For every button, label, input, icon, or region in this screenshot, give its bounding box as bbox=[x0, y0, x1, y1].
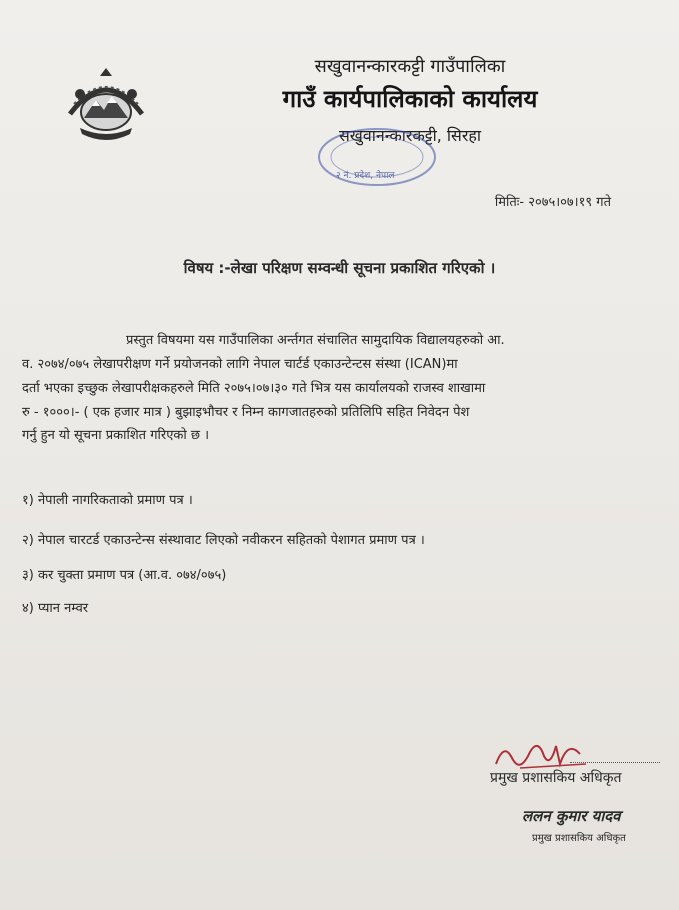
list-item: ४) प्यान नम्वर bbox=[22, 601, 89, 616]
list-item: २) नेपाल चारटर्ड एकाउन्टेन्स संस्थावाट लिएको नवीकरन सहितको पेशागत प्रमाण पत्र । bbox=[22, 533, 425, 548]
body-line: प्रस्तुत विषयमा यस गाउँपालिका अर्न्तगत संचालित सामुदायिक विद्यालयहरुको आ. bbox=[126, 333, 505, 348]
body-line: गर्नु हुन यो सूचना प्रकाशित गरिएको छ । bbox=[22, 428, 210, 443]
nepal-emblem-icon bbox=[60, 68, 152, 146]
signature-line bbox=[570, 762, 660, 763]
signatory-name: ललन कुमार यादव bbox=[522, 807, 621, 825]
list-item: ३) कर चुक्ता प्रमाण पत्र (आ.व. ०७४/०७५) bbox=[22, 568, 227, 583]
list-item: १) नेपाली नागरिकताको प्रमाण पत्र । bbox=[22, 493, 193, 508]
office-title: गाउँ कार्यपालिकाको कार्यालय bbox=[282, 85, 538, 113]
body-line: दर्ता भएका इच्छुक लेखापरीक्षकहरुले मिति २०७५।०७।३० गते भित्र यस कार्यालयको राजस्व शाखामा bbox=[22, 381, 486, 396]
stamp-text: २ नं. प्रदेश, नेपाल bbox=[336, 171, 395, 181]
notice-subject: विषय :-लेखा परिक्षण सम्वन्धी सूचना प्रकाशित गरिएको । bbox=[183, 259, 496, 277]
office-address: सखुवानन्कारकट्टी, सिरहा bbox=[338, 126, 482, 145]
body-line: रु - १०००।- ( एक हजार मात्र ) बुझाइभौचर र निम्न कागजातहरुको प्रतिलिपि सहित निवेदन पेश bbox=[22, 405, 470, 420]
municipality-name: सखुवानन्कारकट्टी गाउँपालिका bbox=[314, 56, 506, 77]
signatory-title: प्रमुख प्रशासकिय अधिकृत bbox=[490, 770, 622, 786]
signatory-role: प्रमुख प्रशासकिय अधिकृत bbox=[532, 833, 626, 844]
notice-date: मितिः- २०७५।०७।१९ गते bbox=[494, 195, 611, 210]
body-line: व. २०७४/०७५ लेखापरीक्षण गर्ने प्रयोजनको लागि नेपाल चार्टर्ड एकाउन्टेन्टस संस्था (ICAN)मा bbox=[22, 357, 458, 372]
